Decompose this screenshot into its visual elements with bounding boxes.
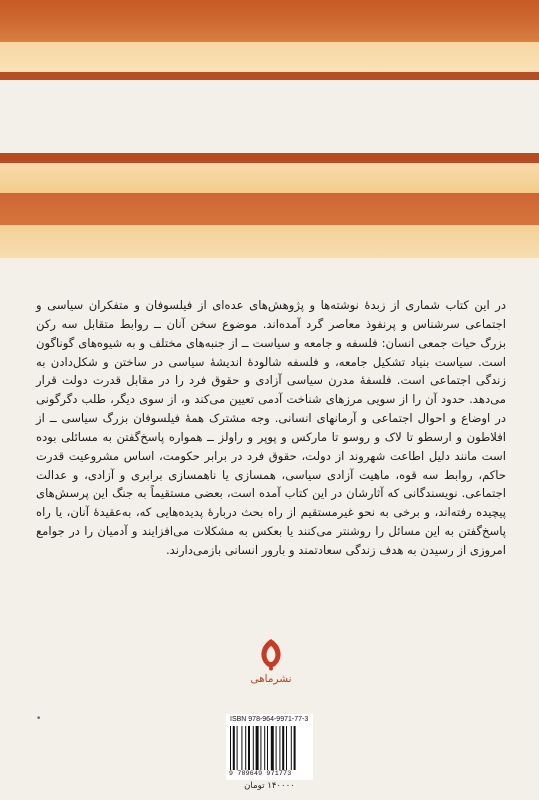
back-cover-description: در این کتاب شماری از زبدهٔ نوشته‌ها و پژوهش‌های عده‌ای از فیلسوفان و متفکران سیاسی و اجتماعی سرشناس و پرنفوذ معاصر گرد آمده‌اند. موضوع سخن آنان ــ روابط متقابل سه رکن بزرگ حیات جمعی انسان: فلسفه و جامعه و سیاست ــ از جنبه‌های مختلف و به شیوه‌های گوناگون است. سیاست بنیاد تشکیل جامعه، و فلسفه شالودهٔ اندیشهٔ سیاسی در ساختن و شکل‌دادن به زندگی اجتماعی است. فلسفهٔ مدرن سیاسی آزادی و حقوق فرد را در مقابل قدرت دولت قرار می‌دهد. حدود آن را از سویی مرزهای شناخت آدمی تعیین می‌کند و، از سوی دیگر، طلب دگرگونی در اوضاع و احوال اجتماعی و آرمانهای انسانی. وجه مشترک همهٔ فیلسوفان بزرگ سیاسی ــ از افلاطون و ارسطو تا لاک و روسو تا مارکس و پوپر و راولز ــ همواره پاسخ‌گفتن به مسائلی بوده است مانند دلیل اطاعت شهروند از دولت، حقوق فرد در برابر حکومت، اساس مشروعیت قدرت حاکم، روابط سه قوه، ماهیت آزادی سیاسی، همسازی یا ناهمسازی برابری و آزادی، و عدالت اجتماعی. نویسندگانی که آثارشان در این کتاب آمده است، بعضی مستقیماً به جنگ این پرسش‌های پیچیده رفته‌اند، و برخی به نحو غیرمستقیم از راه بحث دربارهٔ پدیده‌هایی که، به‌عقیدهٔ آنان، یا راه پاسخ‌گفتن به این مسائل را روشنتر می‌کنند یا بعکس به مشکلات می‌افزایند و آدمیان را در جوامع امروزی از رسیدن به هدف زندگی سعادتمند و بارور انسانی بازمی‌دارند. xyxy=(36,298,506,557)
stripe-light-bottom xyxy=(0,225,539,258)
stripe-dark-top xyxy=(0,0,539,42)
isbn-label: ISBN 978-964-9971-77-3 xyxy=(230,716,309,723)
price-label: ۱۴۰۰۰۰ تومان xyxy=(244,781,295,791)
fish-logo-icon xyxy=(256,637,286,671)
stripe-thin-top xyxy=(0,72,539,80)
publisher-name: نشرماهی xyxy=(250,673,292,685)
barcode-number: 9 789649 971773 xyxy=(229,770,292,777)
barcode xyxy=(226,714,313,780)
stripe-light-lower xyxy=(0,163,539,193)
publisher-logo xyxy=(243,637,299,685)
stripe-thin-lower xyxy=(0,153,539,163)
barcode-bars-icon xyxy=(230,726,309,770)
stripe-light-top xyxy=(0,42,539,72)
stripe-dark-lower xyxy=(0,193,539,225)
bullet-mark: • xyxy=(36,714,42,724)
